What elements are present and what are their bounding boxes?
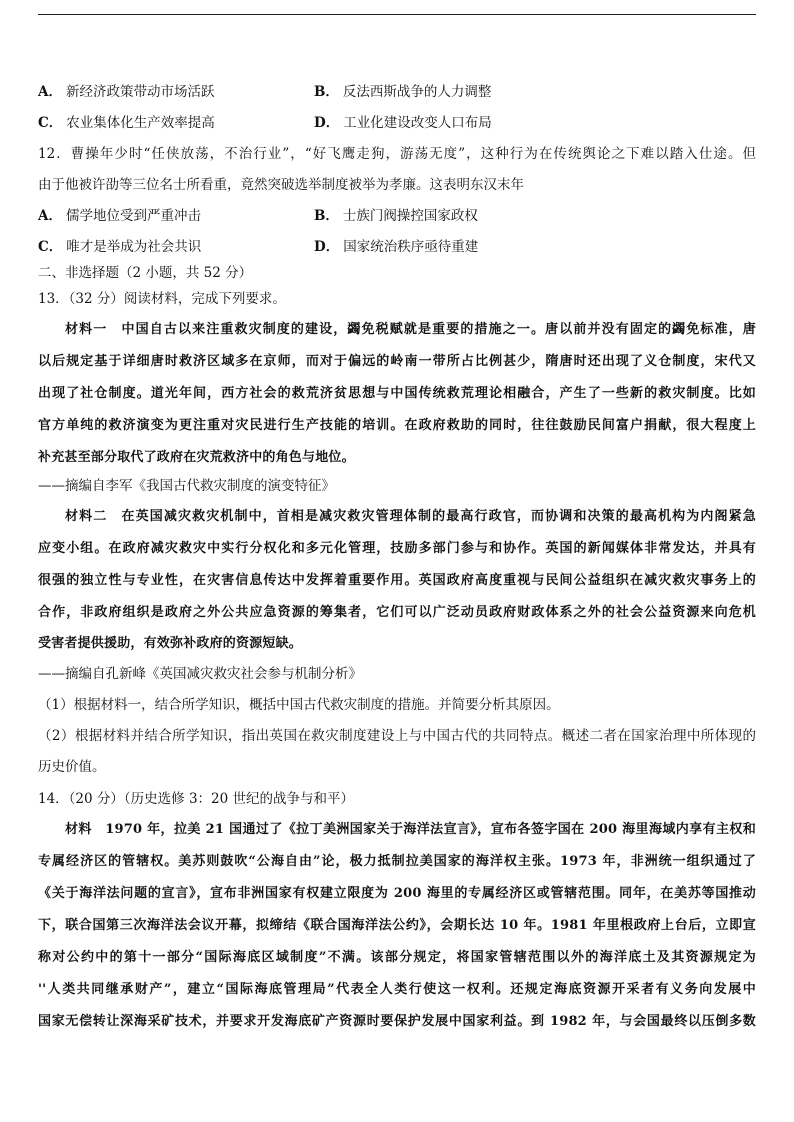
q13-title: 13．（32 分）阅读材料，完成下列要求。: [38, 291, 286, 307]
option-letter: D．: [314, 239, 340, 255]
q13-material1-source: ——摘编自李军《我国古代救灾制度的演变特征》: [38, 478, 335, 494]
q13-material1-line-2: 以后规定基于详细唐时救济区域多在京师，而对于偏远的岭南一带所占比例甚少，隋唐时还出现了义仓制度，宋代又: [38, 354, 756, 369]
q13-material1-line-5: 补充甚至部分取代了政府在灾荒救济中的角色与地位。: [38, 450, 355, 465]
q13-material1-line-1: 材料一 中国自古以来注重救灾制度的建设，蠲免税赋就是重要的措施之一。唐以前并没有固定的蠲免标准，唐: [65, 322, 756, 337]
q13-material2-source: ——摘编自孔新峰《英国减灾救灾社会参与机制分析》: [38, 666, 362, 682]
q12-options-row-1: [38, 206, 756, 226]
q12-option-b[interactable]: [314, 206, 478, 226]
option-text: 农业集体化生产效率提高: [66, 115, 215, 131]
q11-options-row-2: [38, 113, 756, 133]
q11-options-row-1: [38, 82, 756, 102]
q14-title: 14．（20 分）（历史选修 3：20 世纪的战争与和平）: [38, 791, 354, 807]
option-letter: B．: [314, 208, 339, 224]
q14-material-line-6: ''人类共同继承财产”，建立“国际海底管理局”代表全人类行使这一权利。还规定海底资源开采者有义务向发展中: [38, 982, 756, 997]
q12-option-d[interactable]: [314, 237, 478, 257]
q14-material-line-3: 《关于海洋法问题的宣言》，宣布非洲国家有权建立限度为 200 海里的专属经济区或管辖范围。同年，在美苏等国推动: [38, 886, 756, 901]
option-letter: C．: [38, 239, 63, 255]
q12-stem-line-1: 12．曹操年少时“任侠放荡，不治行业”，“好飞鹰走狗，游荡无度”，这种行为在传统舆论之下难以踏入仕途。但: [38, 146, 756, 162]
option-text: 工业化建设改变人口布局: [343, 115, 492, 131]
q12-option-c[interactable]: [38, 237, 201, 257]
q14-material-line-1: 材料 1970 年，拉美 21 国通过了《拉丁美洲国家关于海洋法宣言》，宣布各签字国在 200 海里海域内享有主权和: [65, 822, 756, 837]
q13-material1-line-4: 官方单纯的救济演变为更注重对灾民进行生产技能的培训。在政府救助的同时，往往鼓励民间富户捐献，很大程度上: [38, 418, 756, 433]
q14-material-line-4: 下，联合国第三次海洋法会议开幕，拟缔结《联合国海洋法公约》，会期长达 10 年。1981 年里根政府上台后，立即宣: [38, 918, 756, 933]
option-letter: B．: [314, 84, 339, 100]
q13-material2-line-1: 材料二 在英国减灾救灾机制中，首相是减灾救灾管理体制的最高行政官，而协调和决策的最高机构为内阁紧急: [65, 509, 756, 524]
option-letter: A．: [38, 84, 62, 100]
q12-option-a[interactable]: [38, 206, 201, 226]
q14-material-line-2: 专属经济区的管辖权。美苏则鼓吹“公海自由”论，极力抵制拉美国家的海洋权主张。1973 年，非洲统一组织通过了: [38, 854, 756, 869]
q13-material1-line-3: 出现了社仓制度。道光年间，西方社会的救荒济贫思想与中国传统救荒理论相融合，产生了一些新的救灾制度。比如: [38, 386, 756, 401]
q11-option-c[interactable]: [38, 113, 215, 133]
option-text: 国家统治秩序亟待重建: [343, 239, 479, 255]
option-text: 新经济政策带动市场活跃: [65, 84, 215, 100]
option-text: 反法西斯战争的人力调整: [342, 84, 492, 100]
q14-material-line-7: 国家无偿转让深海采矿技术，并要求开发海底矿产资源时要保护发展中国家利益。到 1982 年，与会国最终以压倒多数: [38, 1014, 756, 1029]
option-text: 士族门阀操控国家政权: [342, 208, 478, 224]
option-text: 唯才是举成为社会共识: [66, 239, 202, 255]
q11-option-a[interactable]: [38, 82, 214, 102]
q11-option-d[interactable]: [314, 113, 492, 133]
q13-material2-line-5: 受害者提供援助，有效弥补政府的资源短缺。: [38, 636, 303, 651]
q13-material2-line-2: 应变小组。在政府减灾救灾中实行分权化和多元化管理，技励多部门参与和协作。英国的新闻媒体非常发达，并具有: [38, 541, 756, 556]
q11-option-b[interactable]: [314, 82, 491, 102]
q13-material2-line-3: 很强的独立性与专业性，在灾害信息传达中发挥着重要作用。英国政府高度重视与民间公益组织在减灾救灾事务上的: [38, 573, 756, 588]
option-text: 儒学地位受到严重冲击: [65, 208, 201, 224]
option-letter: A．: [38, 208, 62, 224]
q13-sub-question-2-line-1: （2）根据材料并结合所学知识，指出英国在救灾制度建设上与中国古代的共同特点。概述二者在国家治理中所体现的: [38, 728, 756, 744]
section-title: 二、非选择题（2 小题，共 52 分）: [38, 265, 253, 281]
q13-sub-question-1: （1）根据材料一，结合所学知识，概括中国古代救灾制度的措施。并简要分析其原因。: [38, 697, 560, 713]
q14-material-line-5: 称对公约中的第十一部分“国际海底区域制度”不满。该部分规定，将国家管辖范围以外的海洋底土及其资源规定为: [38, 950, 756, 965]
option-letter: C．: [38, 115, 63, 131]
q13-material2-line-4: 合作，非政府组织是政府之外公共应急资源的筹集者，它们可以广泛动员政府财政体系之外的社会公益资源来向危机: [38, 605, 756, 620]
q13-sub-question-2-line-2: 历史价值。: [38, 759, 106, 775]
q12-options-row-2: [38, 237, 756, 257]
q12-stem-line-2: 由于他被许劭等三位名士所看重，竟然突破选举制度被举为孝廉。这表明东汉末年: [38, 177, 524, 193]
option-letter: D．: [314, 115, 340, 131]
header-rule: [38, 14, 756, 15]
